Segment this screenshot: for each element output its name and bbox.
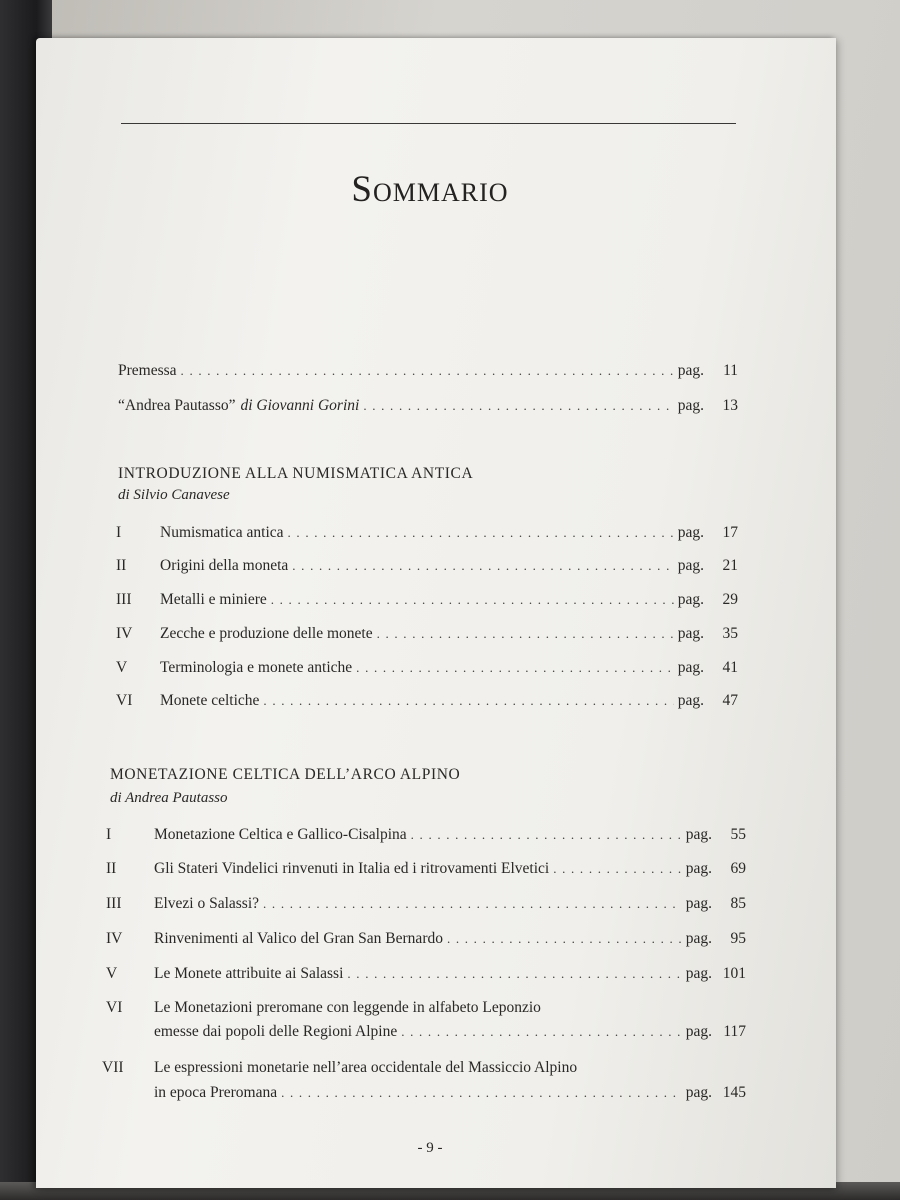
- chapter-number: IV: [116, 625, 133, 642]
- page-number: 47: [722, 692, 738, 709]
- dot-leader: [347, 966, 681, 982]
- chapter-number: VI: [116, 692, 133, 709]
- entry-label: emesse dai popoli delle Regioni Alpine: [154, 1023, 398, 1040]
- top-rule: [121, 123, 736, 124]
- toc-entry: [116, 625, 738, 647]
- toc-entry-andrea-pautasso: [118, 397, 738, 419]
- page-number: 95: [730, 930, 746, 947]
- page-number: 29: [722, 591, 738, 608]
- page-number: 145: [722, 1084, 746, 1101]
- page-number: 41: [722, 659, 738, 676]
- pag-label: pag.: [685, 930, 712, 947]
- section-author: di Andrea Pautasso: [110, 790, 228, 806]
- pag-label: pag.: [685, 895, 712, 912]
- page-number: 101: [722, 965, 746, 982]
- section-heading: MONETAZIONE CELTICA DELL’ARCO ALPINO: [110, 766, 461, 783]
- pag-label: pag.: [685, 965, 712, 982]
- dot-leader: [288, 525, 674, 541]
- pag-label: pag.: [685, 826, 712, 843]
- page-folio: - 9 -: [417, 1140, 443, 1156]
- dot-leader: [271, 592, 674, 608]
- chapter-number: I: [106, 826, 112, 843]
- page-number: 85: [730, 895, 746, 912]
- page-number: 17: [722, 524, 738, 541]
- toc-entry: [106, 826, 746, 848]
- page-number: 69: [730, 860, 746, 877]
- entry-label: Rinvenimenti al Valico del Gran San Bernardo: [154, 930, 443, 947]
- pag-label: pag.: [677, 524, 704, 541]
- toc-entry-premessa: [118, 362, 738, 384]
- chapter-number: II: [116, 557, 127, 574]
- toc-entry: [116, 557, 738, 579]
- entry-label: Le Monete attribuite ai Salassi: [154, 965, 344, 982]
- chapter-number: I: [116, 524, 122, 541]
- entry-label: Premessa: [118, 362, 177, 379]
- entry-label: “Andrea Pautasso”: [118, 397, 236, 414]
- page-number: 55: [730, 826, 746, 843]
- dot-leader: [263, 693, 673, 709]
- chapter-number: III: [116, 591, 132, 608]
- dot-leader: [377, 626, 674, 642]
- dot-leader: [411, 827, 682, 843]
- toc-entry-line1: [106, 999, 746, 1021]
- entry-label: Monetazione Celtica e Gallico-Cisalpina: [154, 826, 407, 843]
- entry-label-line1: Le Monetazioni preromane con leggende in alfabeto Leponzio: [154, 999, 541, 1016]
- toc-entry: [106, 860, 746, 882]
- chapter-number: V: [106, 965, 118, 982]
- pag-label: pag.: [677, 692, 704, 709]
- pag-label: pag.: [685, 1084, 712, 1101]
- dot-leader: [356, 660, 674, 676]
- pag-label: pag.: [677, 362, 704, 379]
- pag-label: pag.: [685, 1023, 712, 1040]
- entry-label: Monete celtiche: [160, 692, 260, 709]
- pag-label: pag.: [677, 625, 704, 642]
- section-heading: INTRODUZIONE ALLA NUMISMATICA ANTICA: [118, 465, 474, 482]
- page-number: 11: [723, 362, 738, 379]
- dot-leader: [281, 1085, 682, 1101]
- toc-entry: [116, 524, 738, 546]
- toc-entry: [106, 930, 746, 952]
- pag-label: pag.: [677, 659, 704, 676]
- dot-leader: [447, 931, 682, 947]
- pag-label: pag.: [685, 860, 712, 877]
- dot-leader: [181, 363, 674, 379]
- entry-label: in epoca Preromana: [154, 1084, 278, 1101]
- chapter-number: VII: [102, 1059, 124, 1076]
- pag-label: pag.: [677, 557, 704, 574]
- entry-label: Numismatica antica: [160, 524, 284, 541]
- toc-entry: [116, 591, 738, 613]
- toc-entry-line2: [102, 1084, 746, 1106]
- chapter-number: II: [106, 860, 117, 877]
- entry-label: Metalli e miniere: [160, 591, 267, 608]
- pag-label: pag.: [677, 397, 704, 414]
- toc-entry-line1: [102, 1059, 746, 1081]
- entry-label-line1: Le espressioni monetarie nell’area occidentale del Massiccio Alpino: [154, 1059, 578, 1076]
- page-number: 35: [722, 625, 738, 642]
- chapter-number: III: [106, 895, 122, 912]
- entry-label: Origini della moneta: [160, 557, 289, 574]
- chapter-number: V: [116, 659, 128, 676]
- dot-leader: [553, 861, 682, 877]
- entry-label: Elvezi o Salassi?: [154, 895, 260, 912]
- chapter-number: VI: [106, 999, 123, 1016]
- dot-leader: [401, 1024, 682, 1040]
- entry-label: Terminologia e monete antiche: [160, 659, 353, 676]
- page-number: 117: [723, 1023, 746, 1040]
- chapter-number: IV: [106, 930, 123, 947]
- page-number: 13: [722, 397, 738, 414]
- toc-entry: [116, 692, 738, 714]
- toc-entry: [106, 895, 746, 917]
- dot-leader: [292, 558, 673, 574]
- pag-label: pag.: [677, 591, 704, 608]
- dot-leader: [363, 398, 673, 414]
- entry-author: di Giovanni Gorini: [240, 397, 360, 414]
- page-title: Sommario: [351, 169, 509, 210]
- toc-entry: [106, 965, 746, 987]
- entry-label: Gli Stateri Vindelici rinvenuti in Italia ed i ritrovamenti Elvetici: [154, 860, 550, 877]
- section-author: di Silvio Canavese: [118, 487, 230, 503]
- page-number: 21: [722, 557, 738, 574]
- entry-label: Zecche e produzione delle monete: [160, 625, 373, 642]
- toc-entry-line2: [106, 1023, 746, 1045]
- toc-entry: [116, 659, 738, 681]
- dot-leader: [263, 896, 682, 912]
